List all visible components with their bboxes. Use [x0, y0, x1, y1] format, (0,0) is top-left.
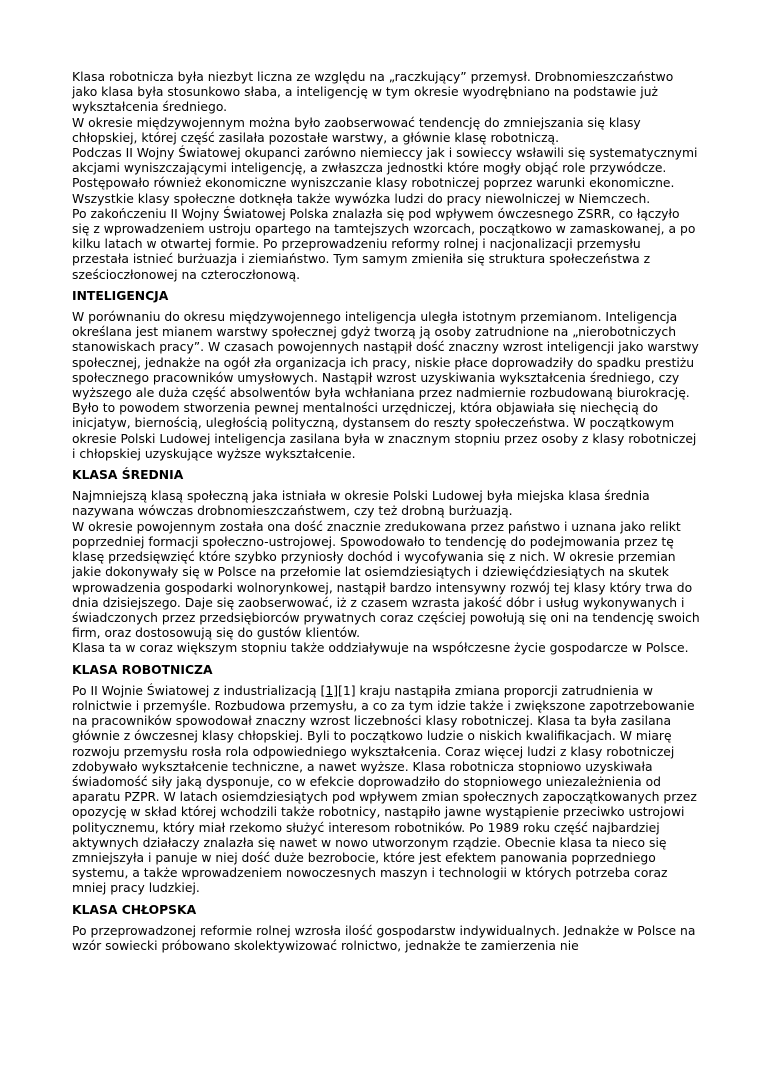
heading-klasa-chlopska: KLASA CHŁOPSKA	[72, 902, 197, 917]
intro-paragraph-3: Podczas II Wojny Światowej okupanci zarówno niemieccy jak i sowieccy wsławili się systematycznymi akcjami wyniszczającymi inteligencję, a zwłaszcza jednostki które mogły objąć role przywódcze. Postępowało również ekonomiczne wyniszczanie klasy robotniczej poprzez warunki ekonomiczne. Wszystkie klasy społeczne dotknęła także wywózka ludzi do pracy niewolniczej w Niemczech.	[72, 146, 698, 206]
intro-section	[72, 70, 700, 283]
intro-paragraph-2: W okresie międzywojennym można było zaobserwować tendencję do zmniejszania się klasy chłopskiej, której część zasilała pozostałe warstwy, a głównie klasę robotniczą.	[72, 115, 641, 145]
klasa-srednia-paragraph-3: Klasa ta w coraz większym stopniu także oddziaływuje na współczesne życie gospodarcze w Polsce.	[72, 641, 689, 656]
intro-paragraph-4: Po zakończeniu II Wojny Światowej Polska znalazła się pod wpływem ówczesnego ZSRR, co łączyło się z wprowadzeniem ustroju opartego na tamtejszych wzorcach, początkowo w zamaskowanej, a po kilku latach w otwartej formie. Po przeprowadzeniu reformy rolnej i nacjonalizacji przemysłu przestała istnieć burżuazja i ziemiaństwo. Tym samym zmieniła się struktura społeczeństwa z sześcioczłonowej na czteroczłonową.	[72, 206, 696, 282]
klasa-chlopska-section	[72, 924, 700, 954]
heading-klasa-robotnicza: KLASA ROBOTNICZA	[72, 662, 213, 677]
klasa-srednia-paragraph-2: W okresie powojennym została ona dość znacznie zredukowana przez państwo i uznana jako relikt poprzedniej formacji społeczno-ustrojowej. Spowodowało to tendencję do podejmowania przez tę klasę przedsięwzięć które szybko przyniosły dochód i wycofywania się z nich. W okresie przemian jakie dokonywały się w Polsce na przełomie lat osiemdziesiątych i dziewięćdziesiątych na skutek wprowadzenia gospodarki wolnorynkowej, nastąpił bardzo intensywny rozwój tej klasy który trwa do dnia dzisiejszego. Daje się zaobserwować, iż z czasem wzrasta jakość dóbr i usług wykonywanych i świadczonych przez przedsiębiorców prywatnych coraz częściej powołują się oni na tendencję swoich firm, oraz dostosowują się do gustów klientów.	[72, 519, 700, 641]
inteligencja-paragraph-1: W porównaniu do okresu międzywojennego inteligencja uległa istotnym przemianom. Inteligencja określana jest mianem warstwy społecznej gdyż tworzą ją osoby zatrudnione na „nierobotniczych stanowiskach pracy”. W czasach powojennych nastąpił dość znaczny wzrost inteligencji jako warstwy społecznej, jednakże na ogół zła organizacja ich pracy, niskie płace doprowadziły do spadku prestiżu społecznego pracowników umysłowych. Nastąpił wzrost uzyskiwania wykształcenia średniego, czy wyższego ale duża część absolwentów była wchłaniana przez nadmiernie rozbudowaną biurokrację. Było to powodem stworzenia pewnej mentalności urzędniczej, która objawiała się niechęcią do inicjatyw, biernością, uległością polityczną, dystansem do reszty społeczeństwa. W początkowym okresie Polski Ludowej inteligencja zasilana była w znacznym stopniu przez osoby z klasy robotniczej i chłopskiej uzyskujące wyższe wykształcenie.	[72, 310, 699, 461]
klasa-chlopska-paragraph-1: Po przeprowadzonej reformie rolnej wzrosła ilość gospodarstw indywidualnych. Jednakże w Polsce na wzór sowiecki próbowano skolektywizować rolnictwo, jednakże te zamierzenia nie	[72, 923, 696, 953]
heading-klasa-srednia: KLASA ŚREDNIA	[72, 468, 184, 483]
klasa-robotnicza-section	[72, 684, 700, 897]
klasa-robotnicza-text-after: [1] kraju nastąpiła zmiana proporcji zatrudnienia w rolnictwie i przemyśle. Rozbudowa przemysłu, a co za tym idzie także i zwiększone zapotrzebowanie na pracowników spowodował znaczny wzrost liczebności klasy robotniczej. Klasa ta była zasilana głównie z ówczesnej klasy chłopskiej. Byli to początkowo ludzie o niskich kwalifikacjach. W miarę rozwoju przemysłu rosła rola odpowiedniego wykształcenia. Coraz więcej ludzi z klasy robotniczej zdobywało wykształcenie techniczne, a nawet wyższe. Klasa robotnicza stopniowo uzyskiwała świadomość siły jaką dysponuje, co w efekcie doprowadziło do stopniowego uniezależnienia od aparatu PZPR. W latach osiemdziesiątych pod wpływem zmian społecznych zapoczątkowanych przez opozycję w skład której wchodzili także robotnicy, nastąpiło jawne wystąpienie przeciwko ustrojowi politycznemu, który miał rzekomo służyć interesom robotników. Po 1989 roku część najbardziej aktywnych działaczy znalazła się nawet w nowo utworzonym rządzie. Obecnie klasa ta nieco się zmniejszyła i panuje w niej dość duże bezrobocie, które jest efektem panowania poprzedniego systemu, a także wprowadzeniem nowoczesnych maszyn i technologii w których potrzeba coraz mniej pracy ludzkiej.	[72, 683, 697, 896]
intro-paragraph-1: Klasa robotnicza była niezbyt liczna ze względu na „raczkujący” przemysł. Drobnomieszczaństwo jako klasa była stosunkowo słaba, a inteligencję w tym okresie wyodrębniano na podstawie już wykształcenia średniego.	[72, 70, 674, 115]
heading-inteligencja: INTELIGENCJA	[72, 288, 169, 303]
klasa-robotnicza-text-before: Po II Wojnie Światowej z industrializacją	[72, 683, 321, 698]
footnote-link[interactable]: [1]	[320, 683, 339, 698]
inteligencja-section	[72, 310, 700, 462]
document-page	[72, 70, 700, 954]
klasa-srednia-paragraph-1: Najmniejszą klasą społeczną jaka istniała w okresie Polski Ludowej była miejska klasa średnia nazywana wówczas drobnomieszczaństwem, czy też drobną burżuazją.	[72, 489, 650, 519]
klasa-srednia-section	[72, 489, 700, 656]
klasa-robotnicza-paragraph-1	[72, 684, 700, 897]
